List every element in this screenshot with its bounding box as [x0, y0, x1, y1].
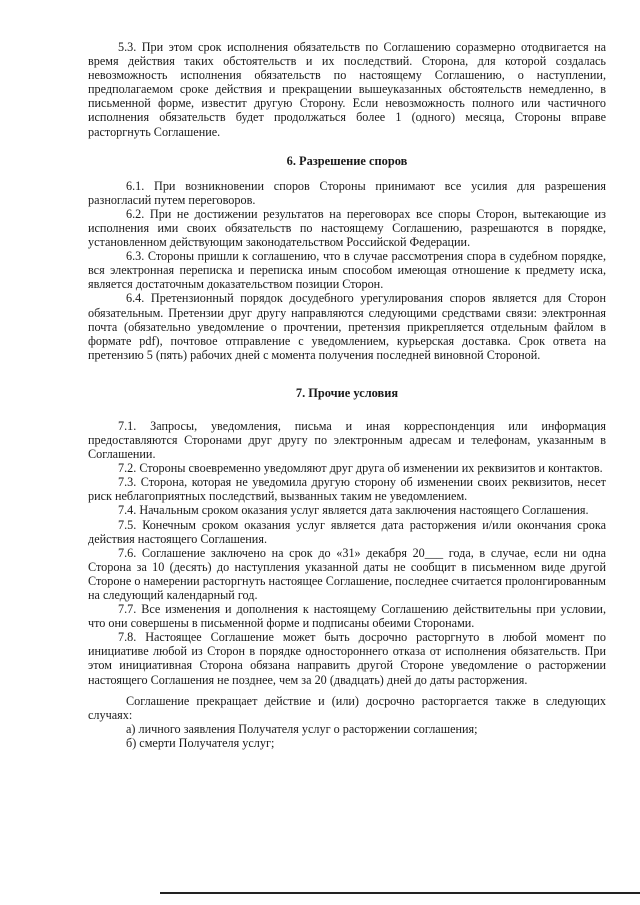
paragraph-7-8: 7.8. Настоящее Соглашение может быть досрочно расторгнуто в любой момент по инициативе любой из Сторон в порядке одностороннего отказа от исполнения обязательств. При этом инициативная Сторона обязана направить другой Стороне уведомление о расторжении настоящего Соглашения не позднее, чем за 20 (двадцать) дней до даты расторжения.: [88, 630, 606, 687]
termination-item-a: а) личного заявления Получателя услуг о расторжении соглашения;: [126, 721, 478, 736]
section-6-title: 6. Разрешение споров: [286, 153, 408, 168]
section-7-title: 7. Прочие условия: [295, 385, 399, 400]
paragraph-6-2: 6.2. При не достижении результатов на переговорах все споры Сторон, вытекающие из исполнения ими своих обязательств по настоящему Соглашению, разрешаются в порядке, установленном действующим законодательством Российской Федерации.: [88, 206, 606, 250]
bottom-border-line: [160, 892, 640, 894]
paragraph-7-1: 7.1. Запросы, уведомления, письма и иная корреспонденция или информация предоставляются Сторонами друг другу по электронным адресам и телефонам, указанным в Соглашении.: [88, 418, 606, 462]
paragraph-6-4: 6.4. Претензионный порядок досудебного урегулирования споров является для Сторон обязательным. Претензии друг другу направляются следующими средствами связи: электронная почта (обязательно уведомление о прочтении, претензия прикрепляется отдельным файлом в формате pdf), почтовое отправление с уведомлением, курьерская доставка. Срок ответа на претензию 5 (пять) рабочих дней с момента получения последней виновной Стороной.: [88, 291, 606, 362]
paragraph-7-7: 7.7. Все изменения и дополнения к настоящему Соглашению действительны при условии, что они совершены в письменной форме и подписаны обеими Сторонами.: [88, 602, 606, 631]
paragraph-5-3: 5.3. При этом срок исполнения обязательств по Соглашению соразмерно отодвигается на время действия таких обстоятельств и их последствий. Сторона, для которой создалась невозможность исполнения обязательств по настоящему Соглашению, о наступлении, предполагаемом сроке действия и прекращении вышеуказанных обстоятельств немедленно, в письменной форме, известит другую Сторону. Если невозможность полного или частичного исполнения обязательств будет продолжаться более 1 (одного) месяца, Стороны вправе расторгнуть Соглашение.: [88, 40, 606, 139]
termination-item-b: б) смерти Получателя услуг;: [126, 735, 275, 750]
paragraph-7-4: 7.4. Начальным сроком оказания услуг является дата заключения настоящего Соглашения.: [118, 503, 589, 518]
paragraph-6-3: 6.3. Стороны пришли к соглашению, что в случае рассмотрения спора в судебном порядке, вся электронная переписка и переписка иным способом имеющая отношение к предмету иска, является достаточным доказательством позиции Сторон.: [88, 249, 606, 292]
termination-intro: Соглашение прекращает действие и (или) досрочно расторгается также в следующих случаях:: [88, 693, 606, 722]
paragraph-7-5: 7.5. Конечным сроком оказания услуг является дата расторжения и/или окончания срока действия настоящего Соглашения.: [88, 517, 606, 546]
paragraph-6-1: 6.1. При возникновении споров Стороны принимают все усилия для разрешения разногласий путем переговоров.: [88, 178, 606, 207]
paragraph-7-2: 7.2. Стороны своевременно уведомляют друг друга об изменении их реквизитов и контактов.: [118, 461, 603, 476]
paragraph-7-3: 7.3. Сторона, которая не уведомила другую сторону об изменении своих реквизитов, несет риск неблагоприятных последствий, вызванных таким не уведомлением.: [88, 475, 606, 504]
paragraph-7-6: 7.6. Соглашение заключено на срок до «31» декабря 20___ года, в случае, если ни одна Сторона за 10 (десять) до наступления указанной даты не сообщит в письменном виде другой Стороне о намерении расторгнуть настоящее Соглашение, последнее считается пролонгированным на следующий календарный год.: [88, 545, 606, 602]
